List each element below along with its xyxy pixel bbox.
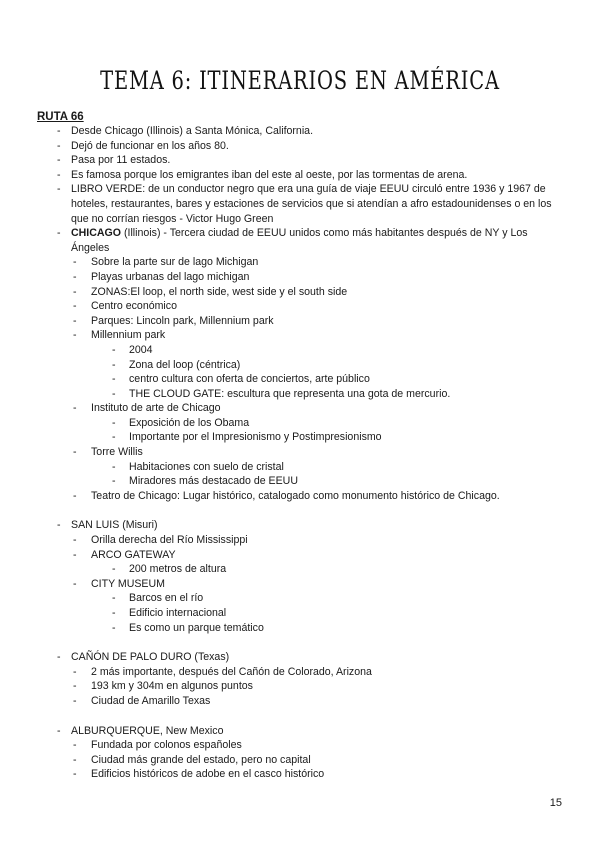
- list-item: - Miradores más destacado de EEUU: [110, 474, 567, 489]
- list-item: - Edificio internacional: [110, 606, 567, 621]
- list-item: - 200 metros de altura: [110, 562, 567, 577]
- list-item: - Ciudad de Amarillo Texas: [71, 694, 567, 709]
- list-item-millennium: - Millennium park - 2004 - Zona del loop (céntrica) - centro cultura con oferta de conciertos, arte público - THE CLOUD GATE: escultura que representa una gota de mercurio.: [71, 328, 567, 401]
- list-item: - Edificios históricos de adobe en el casco histórico: [71, 767, 567, 782]
- list-item: - Es como un parque temático: [110, 621, 567, 636]
- list-item: - ZONAS:El loop, el north side, west side y el south side: [71, 285, 567, 300]
- list-item: - Parques: Lincoln park, Millennium park: [71, 314, 567, 329]
- list-item: - LIBRO VERDE: de un conductor negro que era una guía de viaje EEUU circuló entre 1936 y 1967 de hoteles, restaurantes, bares y estaciones de servicios que si atendían a afro estadounidenses o en los que no corrían riesgos - Victor Hugo Green: [37, 182, 567, 226]
- list-item: - Barcos en el río: [110, 591, 567, 606]
- list-item-instituto: - Instituto de arte de Chicago - Exposición de los Obama - Importante por el Impresionismo y Postimpresionismo: [71, 401, 567, 445]
- list-item-canon: - CAÑÓN DE PALO DURO (Texas) - 2 más importante, después del Cañón de Colorado, Arizona - 193 km y 304m en algunos puntos - Ciudad de Amarillo Texas: [37, 650, 567, 708]
- list-item: - Pasa por 11 estados.: [37, 153, 567, 168]
- list-item: - 2 más importante, después del Cañón de Colorado, Arizona: [71, 665, 567, 680]
- list-item: - Es famosa porque los emigrantes iban del este al oeste, por las tormentas de arena.: [37, 168, 567, 183]
- list-item: - Zona del loop (céntrica): [110, 358, 567, 373]
- list-item: - Habitaciones con suelo de cristal: [110, 460, 567, 475]
- list-item-arco: - ARCO GATEWAY - 200 metros de altura: [71, 548, 567, 577]
- list-item: - 2004: [110, 343, 567, 358]
- list-item-alburquerque: - ALBURQUERQUE, New Mexico - Fundada por colonos españoles - Ciudad más grande del estado, pero no capital - Edificios históricos de adobe en el casco histórico: [37, 724, 567, 782]
- list-item: - centro cultura con oferta de conciertos, arte público: [110, 372, 567, 387]
- page-title: TEMA 6: ITINERARIOS EN AMÉRICA: [100, 66, 500, 95]
- list-item-museum: - CITY MUSEUM - Barcos en el río - Edificio internacional - Es como un parque temático: [71, 577, 567, 635]
- list-item: - Ciudad más grande del estado, pero no capital: [71, 753, 567, 768]
- list-item-sanluis: - SAN LUIS (Misuri) - Orilla derecha del Río Mississippi - ARCO GATEWAY - 200 metros de altura - CITY MUSEUM - Barcos en el río - Edificio internacional - Es como un parque temático: [37, 518, 567, 635]
- list-item-chicago: [37, 226, 567, 503]
- document-body: [37, 124, 567, 782]
- page-number: 15: [549, 797, 562, 809]
- chicago-desc: (Illinois) - Tercera ciudad de EEUU unidos como más habitantes después de NY y Los Ángeles: [71, 227, 528, 254]
- list-item: - 193 km y 304m en algunos puntos: [71, 679, 567, 694]
- list-item: - THE CLOUD GATE: escultura que representa una gota de mercurio.: [110, 387, 567, 402]
- list-item: - Dejó de funcionar en los años 80.: [37, 139, 567, 154]
- list-item: - Sobre la parte sur de lago Michigan: [71, 255, 567, 270]
- chicago-name: CHICAGO: [71, 227, 122, 240]
- list-item: - Fundada por colonos españoles: [71, 738, 567, 753]
- list-item: - Exposición de los Obama: [110, 416, 567, 431]
- list-item: - Playas urbanas del lago michigan: [71, 270, 567, 285]
- list-item: - Teatro de Chicago: Lugar histórico, catalogado como monumento histórico de Chicago.: [71, 489, 567, 504]
- list-item: - Orilla derecha del Río Mississippi: [71, 533, 567, 548]
- section-heading: RUTA 66: [37, 111, 84, 123]
- list-item: - Desde Chicago (Illinois) a Santa Mónica, California.: [37, 124, 567, 139]
- list-item: - Importante por el Impresionismo y Postimpresionismo: [110, 430, 567, 445]
- main-list: [37, 124, 567, 503]
- list-item: - Centro económico: [71, 299, 567, 314]
- list-item-torre: - Torre Willis - Habitaciones con suelo de cristal - Miradores más destacado de EEUU: [71, 445, 567, 489]
